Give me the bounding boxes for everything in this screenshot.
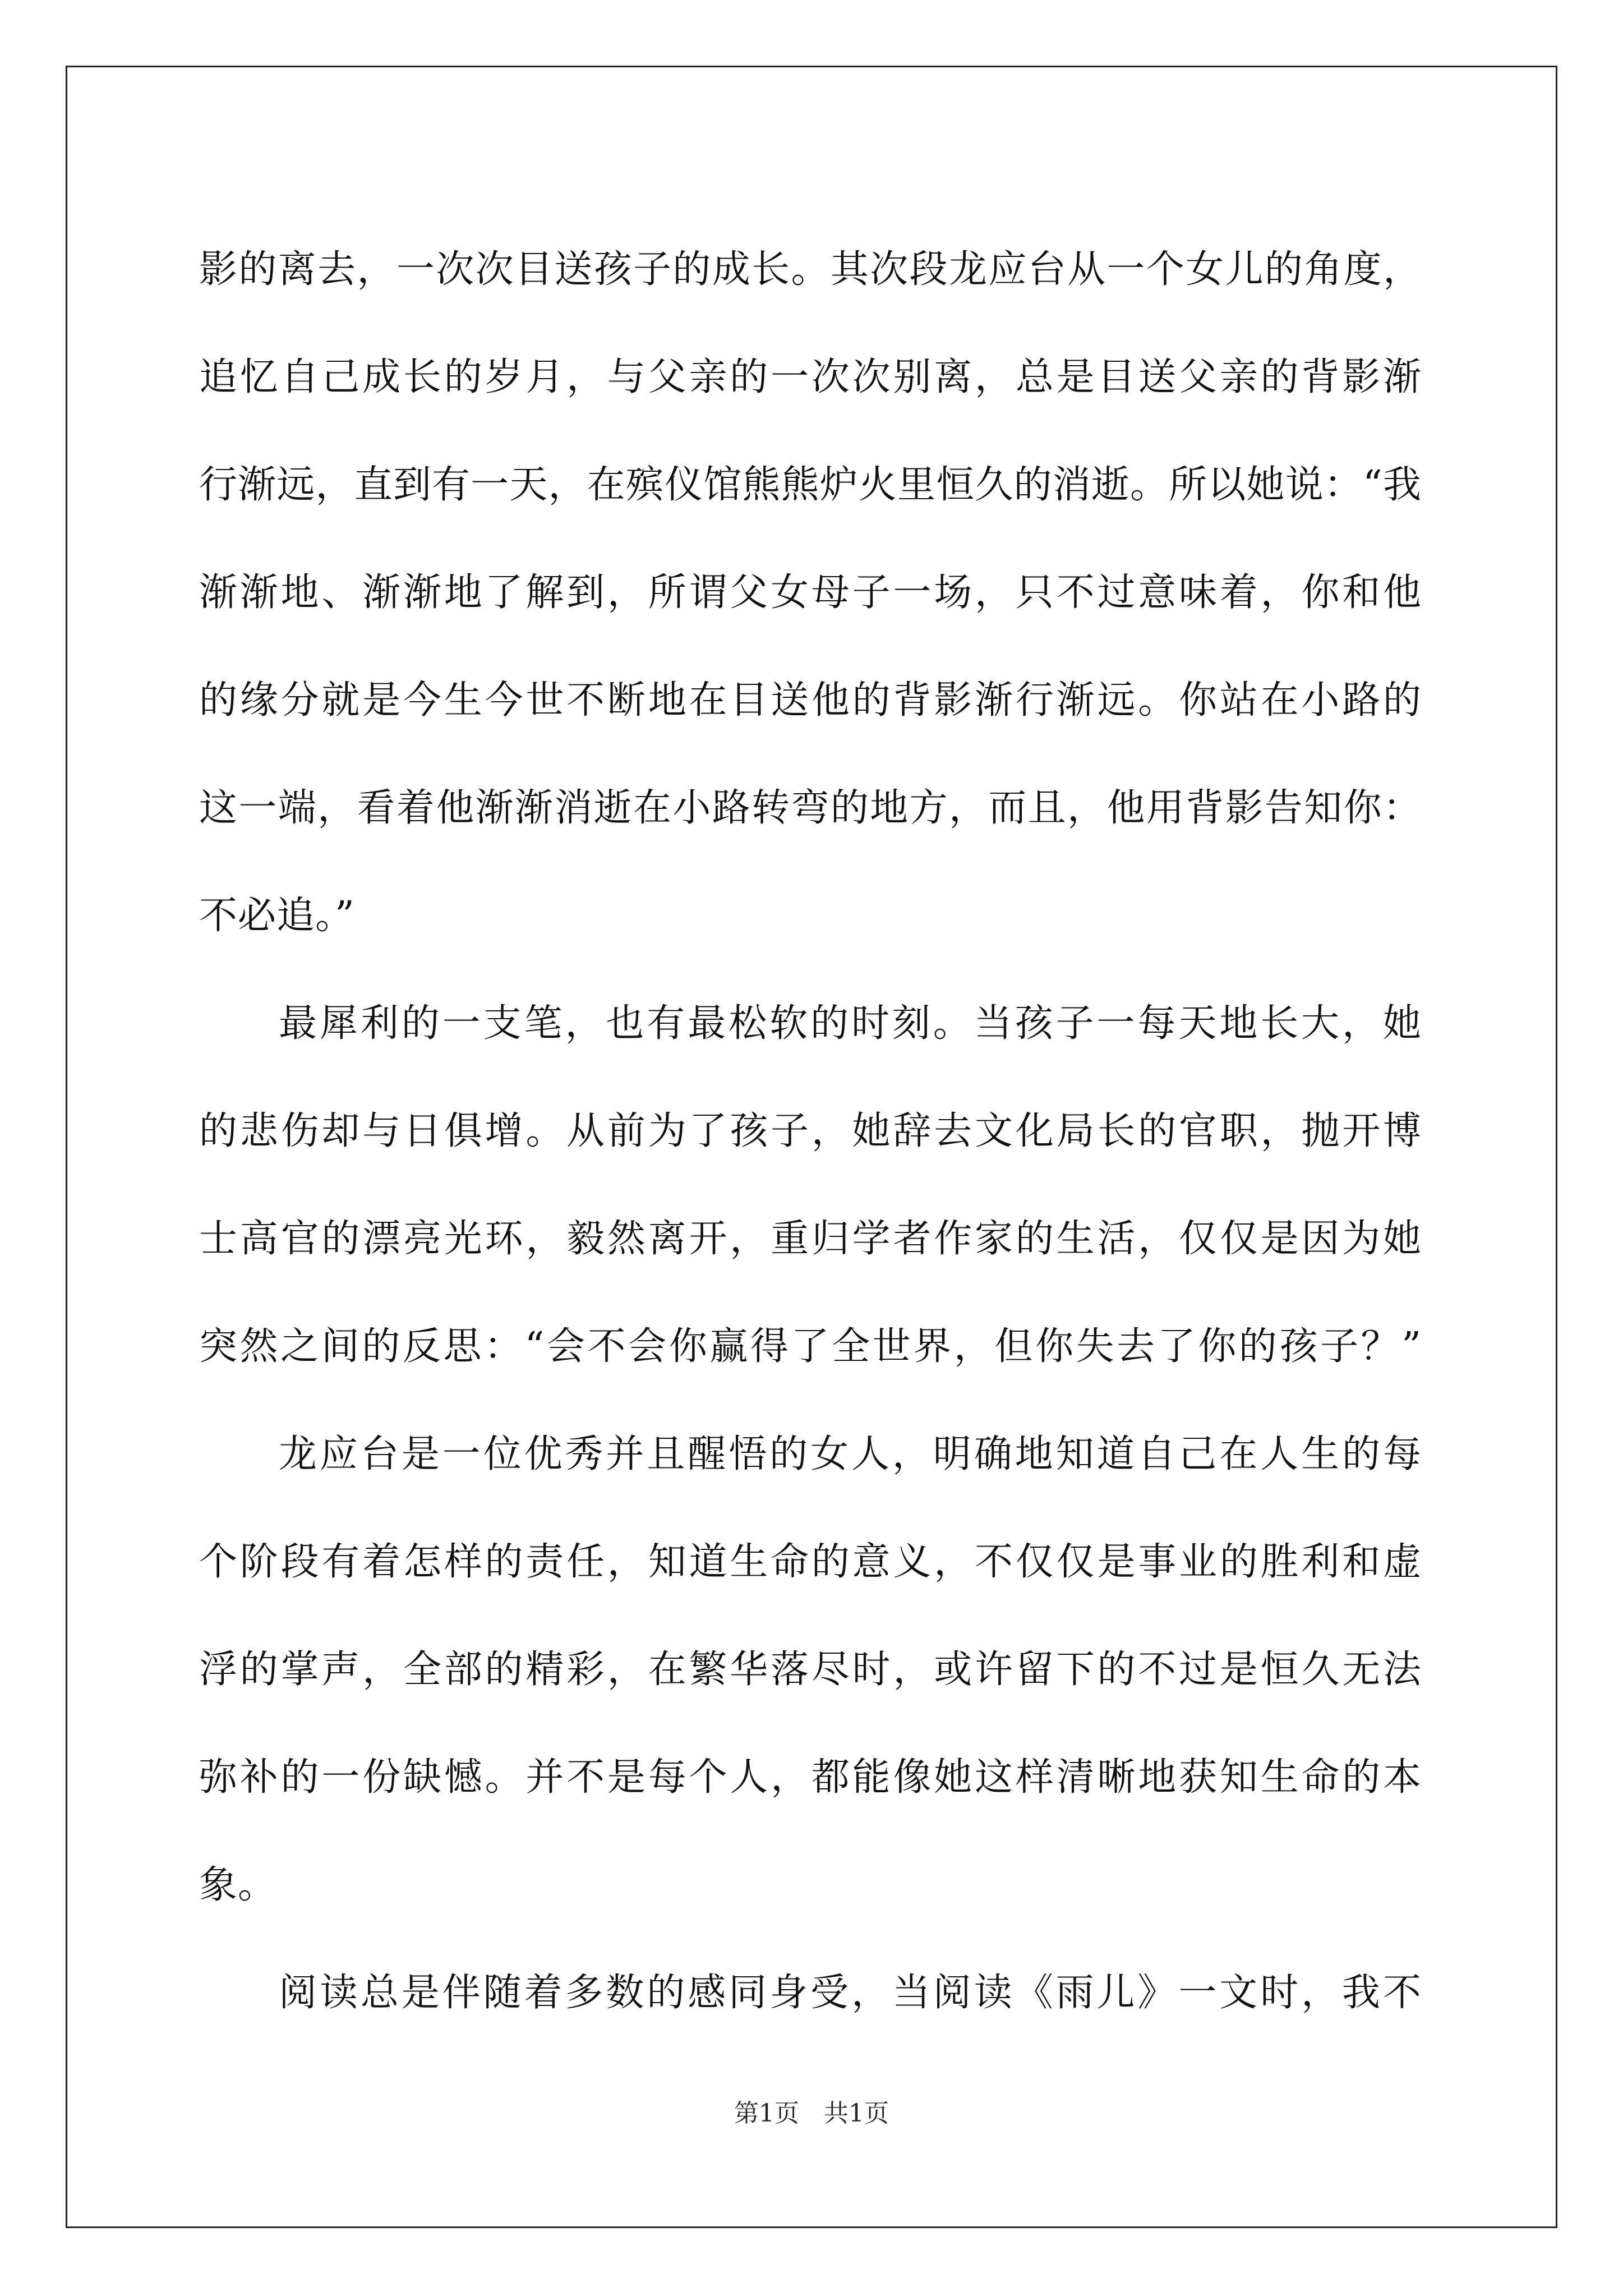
- text-line: 追忆自己成长的岁月，与父亲的一次次别离，总是目送父亲的背影渐: [199, 355, 1422, 399]
- page-footer: 第1页 共1页: [734, 2099, 889, 2128]
- text-line: 弥补的一份缺憾。并不是每个人，都能像她这样清晰地获知生命的本: [199, 1755, 1422, 1800]
- paragraph-first-line: 最犀利的一支笔，也有最松软的时刻。当孩子一每天地长大，她: [279, 1001, 1422, 1046]
- text-line: 的缘分就是今生今世不断地在目送他的背影渐行渐远。你站在小路的: [199, 678, 1422, 723]
- text-line: 突然之间的反思：“会不会你赢得了全世界，但你失去了你的孩子？”: [199, 1324, 1422, 1369]
- text-line: 不必追。”: [199, 894, 355, 938]
- paragraph-first-line: 阅读总是伴随着多数的感同身受，当阅读《雨儿》一文时，我不: [279, 1971, 1422, 2015]
- text-line: 象。: [199, 1863, 277, 1907]
- text-line: 的悲伤却与日俱增。从前为了孩子，她辞去文化局长的官职，抛开博: [199, 1109, 1422, 1153]
- text-line: 浮的掌声，全部的精彩，在繁华落尽时，或许留下的不过是恒久无法: [199, 1648, 1422, 1692]
- text-line: 这一端，看着他渐渐消逝在小路转弯的地方，而且，他用背影告知你：: [199, 786, 1422, 830]
- text-line: 渐渐地、渐渐地了解到，所谓父女母子一场，只不过意味着，你和他: [199, 570, 1422, 615]
- paragraph-first-line: 龙应台是一位优秀并且醒悟的女人，明确地知道自己在人生的每: [279, 1432, 1422, 1476]
- body-text: [199, 216, 1422, 2047]
- text-line: 士高官的漂亮光环，毅然离开，重归学者作家的生活，仅仅是因为她: [199, 1217, 1422, 1261]
- text-line: 行渐远，直到有一天，在殡仪馆熊熊炉火里恒久的消逝。所以她说：“我: [199, 463, 1422, 507]
- text-line: 个阶段有着怎样的责任，知道生命的意义，不仅仅是事业的胜利和虚: [199, 1540, 1422, 1584]
- text-line: 影的离去，一次次目送孩子的成长。其次段龙应台从一个女儿的角度，: [199, 247, 1422, 292]
